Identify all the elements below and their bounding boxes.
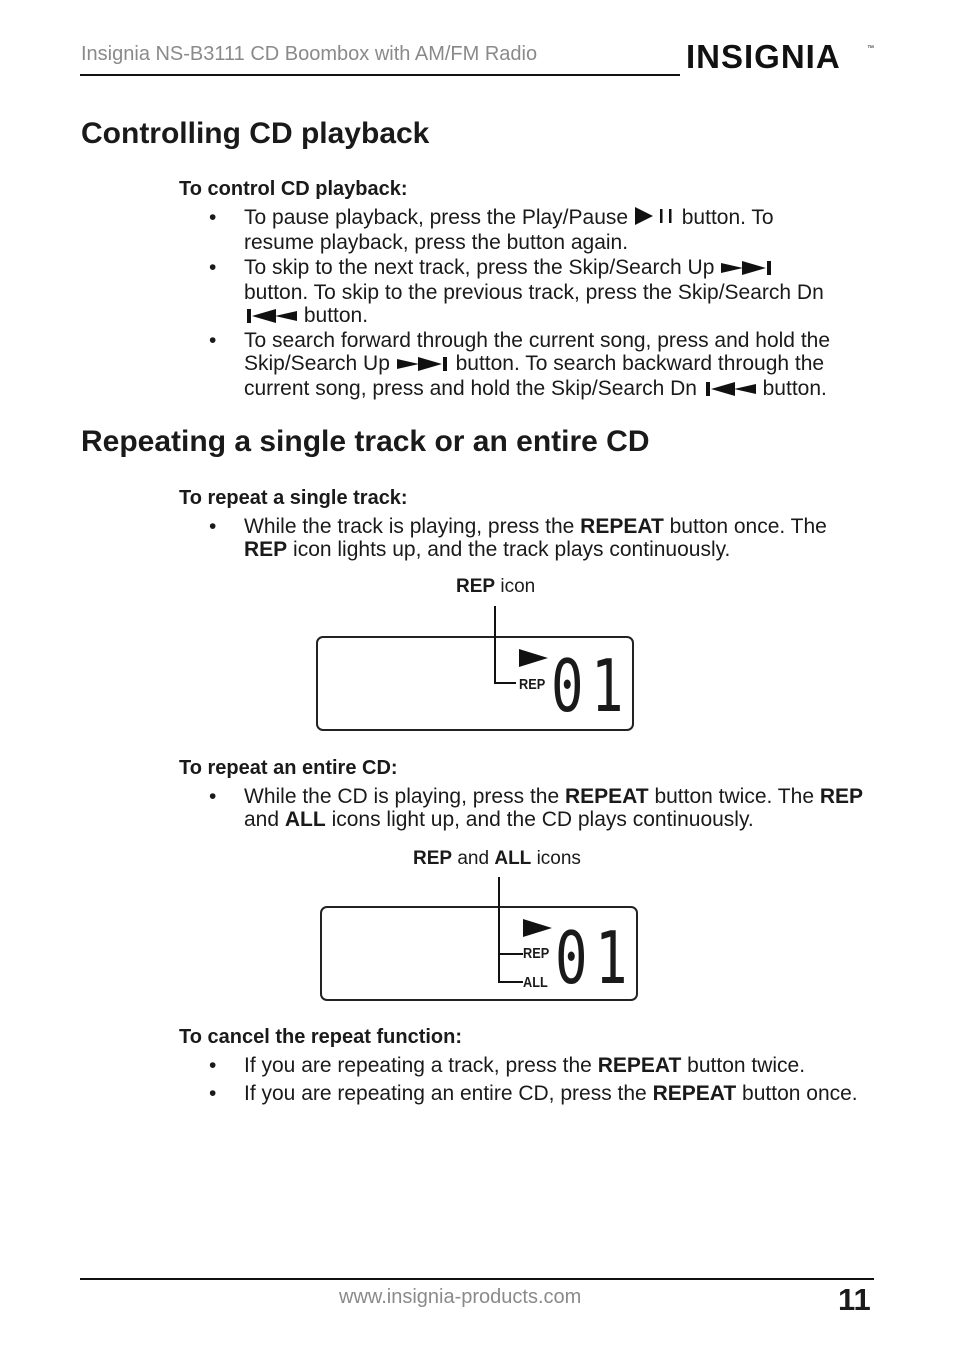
lcd-all-label: ALL [523, 974, 548, 991]
lcd-rep-label: REP [523, 945, 550, 962]
bullet: • [209, 206, 217, 229]
skip-up-icon [720, 258, 774, 281]
subheading-control-playback: To control CD playback: [179, 178, 408, 200]
lcd-play-indicator-icon [522, 918, 554, 940]
bullet: • [209, 329, 217, 352]
list-item-skip: To skip to the next track, press the Skip/Search Up button. To skip to the previous track, press the Skip/Search Dn button. [244, 256, 824, 327]
figure-caption-rep-icon: REP icon [456, 576, 536, 597]
lcd-track-digits: 01 [555, 916, 636, 1000]
footer-url: www.insignia-products.com [339, 1286, 582, 1308]
section-heading-controlling: Controlling CD playback [81, 117, 430, 150]
figure-caption-rep-all-icons: REP and ALL icons [413, 848, 581, 869]
list-item-cancel-cd: If you are repeating an entire CD, press the REPEAT button once. [244, 1082, 858, 1105]
skip-up-icon [396, 354, 450, 377]
list-item-search: To search forward through the current song, press and hold the Skip/Search Up button. To search backward through the current song, press and hold the Skip/Search Dn button. [244, 329, 831, 400]
bullet: • [209, 1054, 217, 1077]
section-heading-repeating: Repeating a single track or an entire CD [81, 425, 650, 458]
bullet: • [209, 256, 217, 279]
bullet: • [209, 515, 217, 538]
play-pause-icon [634, 206, 676, 231]
lcd-track-digits: 01 [551, 644, 632, 728]
lcd-rep-label: REP [519, 676, 546, 693]
skip-down-icon [244, 306, 298, 329]
subheading-cancel-repeat: To cancel the repeat function: [179, 1026, 462, 1048]
subheading-repeat-entire: To repeat an entire CD: [179, 757, 398, 779]
bullet: • [209, 785, 217, 808]
skip-down-icon [703, 379, 757, 402]
lcd-play-indicator-icon [518, 648, 550, 670]
list-item-pause: To pause playback, press the Play/Pause button. To resume playback, press the button again. [244, 206, 774, 254]
bullet: • [209, 1082, 217, 1105]
list-item-repeat-single: While the track is playing, press the REPEAT button once. The REP icon lights up, and the track plays continuously. [244, 515, 827, 561]
logo-trademark: ™ [867, 45, 874, 52]
list-item-repeat-entire: While the CD is playing, press the REPEAT button twice. The REP and ALL icons light up, and the CD plays continuously. [244, 785, 864, 831]
running-header-title: Insignia NS-B3111 CD Boombox with AM/FM Radio [81, 43, 538, 65]
list-item-cancel-track: If you are repeating a track, press the REPEAT button twice. [244, 1054, 806, 1077]
subheading-repeat-single: To repeat a single track: [179, 487, 408, 509]
page-number: 11 [838, 1282, 871, 1317]
header-rule [80, 74, 680, 76]
footer-rule [80, 1278, 874, 1280]
insignia-logo: INSIGNIA [686, 38, 841, 75]
